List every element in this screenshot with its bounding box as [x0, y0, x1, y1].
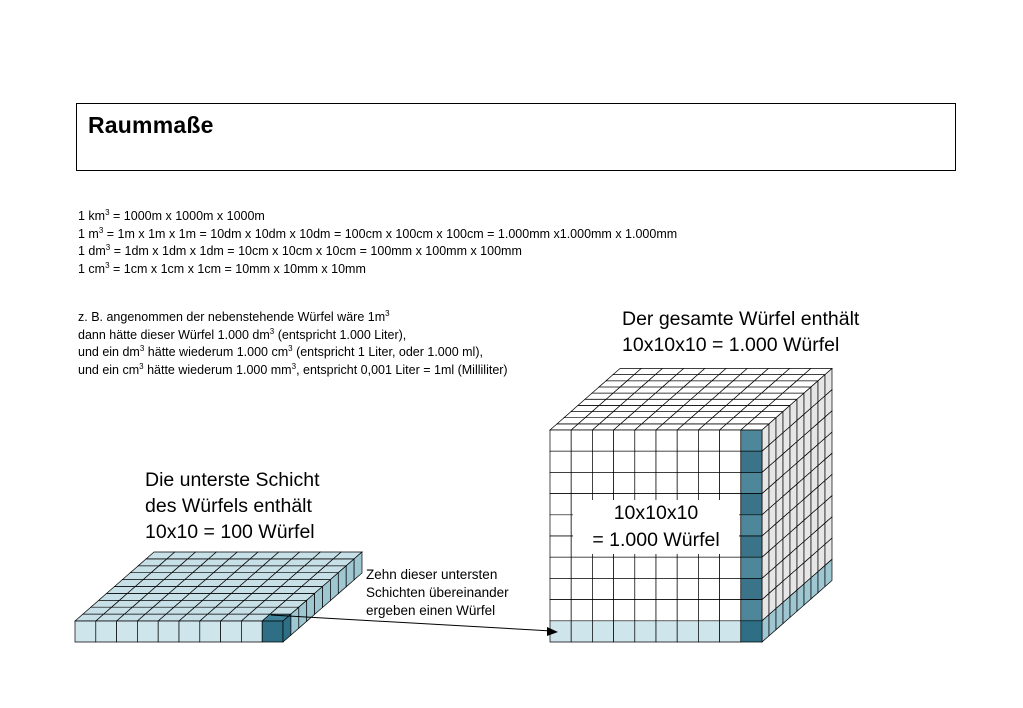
- cube-front-cell: [571, 578, 592, 599]
- cube-front-cell: [614, 430, 635, 451]
- cube-front-cell: [720, 557, 741, 578]
- cube-front-cell: [592, 578, 613, 599]
- layer-front-cell: [200, 621, 221, 642]
- cube-front-cell: [741, 621, 762, 642]
- cube-front-cell: [550, 578, 571, 599]
- arrow-caption: [366, 566, 509, 620]
- caption-line: des Würfels enthält: [145, 495, 312, 517]
- cube-front-cell: [720, 430, 741, 451]
- cube-front-cell: [571, 557, 592, 578]
- superscript: 3: [139, 361, 144, 371]
- cube-front-cell: [656, 578, 677, 599]
- cube-front-cell: [614, 472, 635, 493]
- cube-front-cell: [592, 621, 613, 642]
- superscript: 3: [98, 225, 104, 235]
- layer-front-cell: [262, 621, 283, 642]
- equation-text: = 1dm x 1dm x 1dm = 10cm x 10cm x 10cm = 100mm x 100mm x 100mm: [110, 244, 522, 258]
- cube-front-cell: [741, 430, 762, 451]
- equation-text: 1 m: [78, 226, 99, 241]
- cube-front-cell: [592, 430, 613, 451]
- superscript: 3: [291, 361, 297, 371]
- cube-front-cell: [656, 451, 677, 472]
- cube-front-cell: [614, 557, 635, 578]
- cube-front-cell: [592, 557, 613, 578]
- layer-front-cell: [241, 621, 262, 642]
- cube-caption: [622, 306, 859, 358]
- cube-front-cell: [550, 430, 571, 451]
- caption-line: = 1.000 Würfel: [592, 529, 720, 551]
- layer-front-cell: [179, 621, 200, 642]
- equation-text: = 1m x 1m x 1m = 10dm x 10dm x 10dm = 100cm x 100cm x 100cm = 1.000mm x1.000mm x 1.000mm: [103, 226, 678, 241]
- example-text: , entspricht 0,001 Liter = 1ml (Milliliter): [296, 362, 508, 377]
- equation-text: = 1000m x 1000m x 1000m: [109, 209, 265, 223]
- cube-front-cell: [635, 621, 656, 642]
- caption-line: 10x10 = 100 Würfel: [145, 521, 315, 543]
- cube-front-cell: [698, 472, 719, 493]
- cube-front-cell: [635, 472, 656, 493]
- cube-front-cell: [656, 472, 677, 493]
- cube-front-cell: [698, 621, 719, 642]
- caption-line: Zehn dieser untersten: [366, 567, 498, 582]
- cube-front-cell: [656, 430, 677, 451]
- cube-front-cell: [698, 557, 719, 578]
- cube-front-cell: [720, 600, 741, 621]
- equation-text: 1 km: [78, 209, 106, 223]
- cube-front-cell: [614, 578, 635, 599]
- example-text: hätte wiederum 1.000 mm: [143, 362, 292, 377]
- cube-front-cell: [677, 472, 698, 493]
- cube-front-cell: [720, 621, 741, 642]
- cube-front-cell: [656, 557, 677, 578]
- equation-text: = 1cm x 1cm x 1cm = 10mm x 10mm x 10mm: [109, 261, 366, 276]
- cube-front-cell: [635, 557, 656, 578]
- example-text: dann hätte dieser Würfel 1.000 dm: [78, 327, 270, 342]
- cube-front-cell: [550, 536, 571, 557]
- superscript: 3: [139, 344, 145, 353]
- superscript: 3: [385, 309, 390, 318]
- cube-center-label: [573, 500, 739, 554]
- cube-front-cell: [698, 578, 719, 599]
- cube-front-cell: [635, 430, 656, 451]
- layer-front-cell: [75, 621, 96, 642]
- superscript: 3: [269, 326, 275, 336]
- example-text: z. B. angenommen der nebenstehende Würfel wäre 1m: [78, 310, 386, 324]
- superscript: 3: [105, 208, 110, 217]
- layer-front-cell: [221, 621, 242, 642]
- cube-front-cell: [677, 621, 698, 642]
- layer-front-cell: [158, 621, 179, 642]
- superscript: 3: [105, 260, 110, 270]
- cube-front-cell: [592, 472, 613, 493]
- example-text: und ein cm: [78, 362, 140, 377]
- cube-front-cell: [635, 600, 656, 621]
- cube-front-cell: [677, 578, 698, 599]
- caption-line: Der gesamte Würfel enthält: [622, 308, 860, 330]
- example-text: (entspricht 1 Liter, oder 1.000 ml),: [292, 345, 483, 359]
- cube-front-cell: [741, 578, 762, 599]
- cube-front-cell: [741, 494, 762, 515]
- layer-front-cell: [96, 621, 117, 642]
- example-text: hätte wiederum 1.000 cm: [144, 345, 289, 359]
- cube-front-cell: [592, 451, 613, 472]
- cube-front-cell: [550, 472, 571, 493]
- cube-front-cell: [571, 600, 592, 621]
- example-text: und ein dm: [78, 345, 140, 359]
- cube-front-cell: [571, 472, 592, 493]
- cube-front-cell: [720, 472, 741, 493]
- cube-front-cell: [614, 600, 635, 621]
- cube-front-cell: [614, 451, 635, 472]
- cube-front-cell: [741, 451, 762, 472]
- cube-front-cell: [698, 600, 719, 621]
- cube-front-cell: [741, 515, 762, 536]
- cube-front-cell: [720, 578, 741, 599]
- cube-front-cell: [677, 451, 698, 472]
- cube-front-cell: [698, 430, 719, 451]
- cube-front-cell: [571, 621, 592, 642]
- cube-front-cell: [571, 430, 592, 451]
- cube-front-cell: [550, 494, 571, 515]
- cube-front-cell: [677, 557, 698, 578]
- superscript: 3: [105, 243, 111, 252]
- equation-text: 1 dm: [78, 244, 106, 258]
- cube-front-cell: [677, 600, 698, 621]
- caption-line: Die unterste Schicht: [145, 469, 320, 491]
- cube-front-cell: [741, 600, 762, 621]
- cube-front-cell: [635, 451, 656, 472]
- cube-front-cell: [698, 451, 719, 472]
- cube-front-cell: [614, 621, 635, 642]
- layer-front-cell: [117, 621, 138, 642]
- cube-front-cell: [741, 557, 762, 578]
- cube-front-cell: [656, 621, 677, 642]
- cube-front-cell: [741, 472, 762, 493]
- superscript: 3: [288, 344, 293, 353]
- example-text: (entspricht 1.000 Liter),: [274, 327, 407, 342]
- cube-front-cell: [741, 536, 762, 557]
- cube-front-cell: [720, 451, 741, 472]
- cube-front-cell: [550, 600, 571, 621]
- cube-front-cell: [550, 515, 571, 536]
- layer-caption: [145, 467, 320, 545]
- cube-front-cell: [592, 600, 613, 621]
- cube-front-cell: [677, 430, 698, 451]
- caption-line: ergeben einen Würfel: [366, 603, 496, 618]
- caption-line: Schichten übereinander: [366, 585, 509, 600]
- cube-front-cell: [550, 557, 571, 578]
- caption-line: 10x10x10 = 1.000 Würfel: [622, 334, 840, 356]
- bottom-layer-illustration: [75, 552, 362, 642]
- cube-front-cell: [656, 600, 677, 621]
- layer-front-cell: [137, 621, 158, 642]
- equation-text: 1 cm: [78, 261, 106, 276]
- cube-front-cell: [550, 451, 571, 472]
- cube-front-cell: [571, 451, 592, 472]
- caption-line: 10x10x10: [613, 502, 699, 524]
- cube-front-cell: [635, 578, 656, 599]
- page-title: Raummaße: [88, 112, 214, 138]
